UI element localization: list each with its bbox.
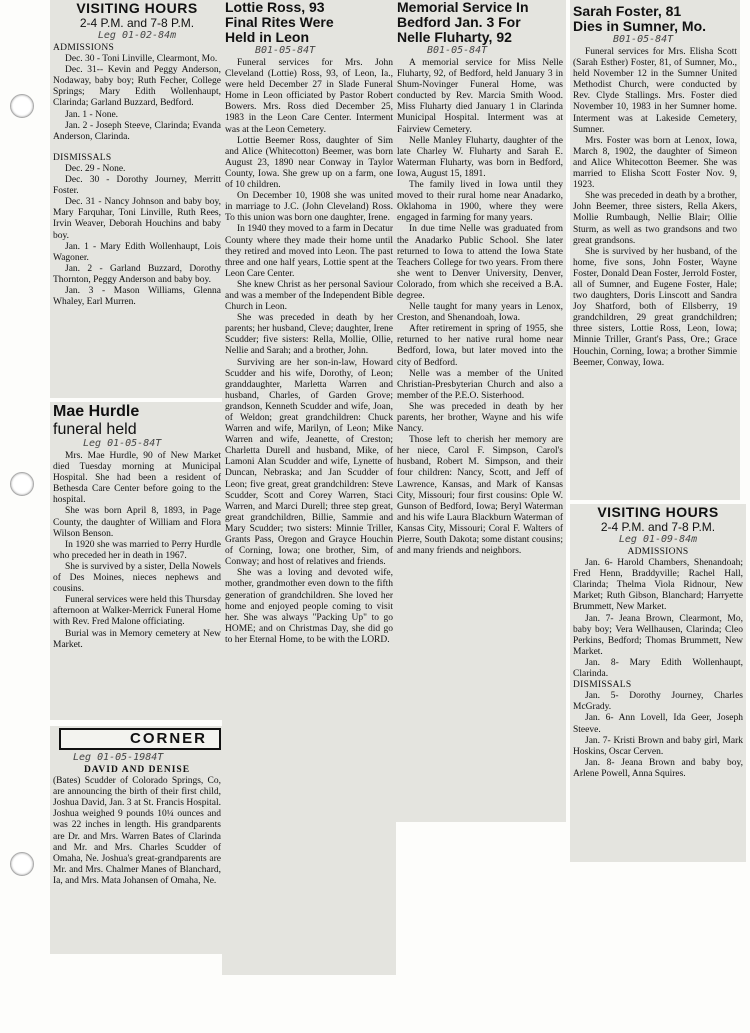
obituary-title-line-3: Nelle Fluharty, 92 <box>397 29 512 45</box>
corner-text: (Bates) Scudder of Colorado Springs, Co, are announcing the birth of their first child, Joshua David, Jan. 3 at St. Francis Hospital. Joshua weighed 9 pounds 10¼ ounces and was 22 inches in length. His grandparents are Dr. and Mrs. Warren Bates of Clarinda and Mr. and Mrs. Charles Scudder of Omaha, Ne. Joshua's great-grandparents are Mr. and Mrs. Chalmer Manes of Blanchard, Ia, and Mrs. Mata Johansen of Omaha, Ne. <box>53 776 221 886</box>
obituary-paragraph: Funeral services were held this Thursday afternoon at Walker-Merrick Funeral Home with Rev. Fred Malone officiating. <box>53 595 221 628</box>
obituary-title-line-2: Dies in Sumner, Mo. <box>573 18 707 34</box>
handwritten-date: Leg 01-02-84m <box>97 30 177 41</box>
handwritten-date: B01-05-84T <box>427 45 488 56</box>
visiting-hours-subtitle: 2-4 P.M. and 7-8 P.M. <box>79 16 195 30</box>
dismissal-entry: Dec. 30 - Dorothy Journey, Merritt Foster. <box>53 175 221 197</box>
dismissals-label: DISMISSALS <box>573 680 632 691</box>
obituary-title: Sarah Foster, 81 <box>573 3 682 19</box>
handwritten-date: B01-05-84T <box>255 45 316 56</box>
dismissal-entry: Jan. 1 - Mary Edith Wollenhaupt, Lois Wagoner. <box>53 241 221 263</box>
obituary-paragraph: On December 10, 1908 she was united in marriage to J.C. (John Cleveland) Ross. To this union was born one daughter, Irene. <box>225 191 393 224</box>
admission-entry: Jan. 7- Jeana Brown, Clearmont, Mo, baby boy; Vera Wellhausen, Clarinda; Cleo Perkins, Bedford; Thomas Brummett, New Market. <box>573 613 743 657</box>
obituary-title-line-2: Bedford Jan. 3 For <box>397 14 521 30</box>
obituary-paragraph: Nelle Manley Fluharty, daughter of the late Charley W. Fluharty and Sarah E. Waterman Fluharty, was born in Bedford, Iowa, August 15, 1891. <box>397 135 563 179</box>
obituary-paragraph: In due time Nelle was graduated from the Anadarko Public School. She later returned to Iowa to attend the Iowa State Teachers College for two years. From there she went to Denver University, Denver, Colorado, from which she received a B.A. degree. <box>397 224 563 301</box>
obituary-paragraph: Nelle taught for many years in Lenox, Creston, and Shenandoah, Iowa. <box>397 302 563 324</box>
obituary-paragraph: She is survived by a sister, Della Nowels of Des Moines, nieces nephews and cousins. <box>53 561 221 595</box>
visiting-hours-title: VISITING HOURS <box>76 0 198 16</box>
admission-entry: Dec. 30 - Toni Linville, Clearmont, Mo. <box>65 54 218 65</box>
handwritten-date: Leg 01-09-84m <box>618 534 698 545</box>
admission-entry: Jan. 6- Harold Chambers, Shenandoah; Fred Henn, Braddyville; Rachel Hall, Clarinda; Thelma Viola Ridnour, New Market; Ruth Gibson, Blanchard; Harryette Brummett, New Market. <box>573 558 743 613</box>
binder-hole-middle <box>10 472 34 496</box>
binder-hole-top <box>10 94 34 118</box>
corner-title: CORNER <box>59 728 221 750</box>
admission-entry: Jan. 2 - Joseph Steeve, Clarinda; Evanda Anderson, Clarinda. <box>53 120 221 142</box>
dismissal-entry: Jan. 5- Dorothy Journey, Charles McGrady. <box>573 691 743 713</box>
corner-clipping <box>50 726 224 954</box>
dismissal-entry: Dec. 29 - None. <box>65 163 126 174</box>
handwritten-date: Leg 01-05-84T <box>83 438 162 449</box>
obituary-paragraph: Surviving are her son-in-law, Howard Scudder and his wife, Dorothy, of Leon; granddaughter, Marletta Warren and husband, Charles, of Garden Grove; grandson, Kenneth Scudder and wife, Joan, of Weldon; great grandchildren: Chuck Warren and wife, Marilyn, of Leon; Mike Warren and wife, Jeanette, of Creston; Charletta Durell and husband, Mike, of Lamoni Alan Scudder and wife, Lynette of Duncan, Nebraska; and Jan Scudder of Leon; five great, great grandchildren: Steve Scudder, Scott and Corey Warren, Staci Warren, and Marci Durell; three step great, great grandchildren, Billie, Sammie and Mary Scudder; two sisters: Minnie Triller, Grants Pass, Oregon and Grayce Houchin of Corning, Iowa; one brother, Sim, of Conway; and host of relatives and friends. <box>225 357 393 568</box>
dismissal-entry: Jan. 8- Jeana Brown and baby boy, Arlene Powell, Anna Squires. <box>573 757 743 779</box>
obituary-paragraph: Burial was in Memory cemetery at New Market. <box>53 628 221 650</box>
obituary-paragraph: Those left to cherish her memory are her niece, Carol F. Simpson, Carol's husband, Robert M. Simpson, and their four children: Nancy, Scott, and Jeff of Lawrence, Kansas, and Mark of Kansas City, Missouri; four first cousins: Ople W. Gunson of Bedford, Iowa; Beryl Waterman and his wife Laura Blackburn Waterman of Kansas City, Missouri; Coral F. Walters of Pierre, South Dakota; some distant cousins; and many friends and neighbors. <box>397 435 563 557</box>
obituary-paragraph: She is survived by her husband, of the home, five sons, John Foster, Wayne Foster, Donald Dean Foster, Jerrold Foster, all of Sumner, and Eugene Foster, Hale; two daughters, Doris Linscott and Sandra Joy Shatford, both of Ellsberry, 19 grandchildren, 29 great grandchildren; three sisters, Lottie Ross, Leon, Iowa; Minnie Triller, Grant's Pass, Ore.; Grace Houchin, Corning, Iowa; a brother Simmie Beemer, Conway, Iowa. <box>573 246 737 368</box>
obituary-paragraph: In 1920 she was married to Perry Hurdle who preceded her in death in 1967. <box>53 539 221 561</box>
obituary-paragraph: She was a loving and devoted wife, mother, grandmother even down to the fifth generation of grandchildren. She loved her home and enjoyed people coming to visit her. She was always "Packing Up" to go HOME; and on Christmas Day, she did go to her Eternal Home, to be with the LORD. <box>225 568 393 645</box>
dismissal-entry: Jan. 7- Kristi Brown and baby girl, Mark Hoskins, Oscar Cerven. <box>573 735 743 757</box>
admissions-label: ADMISSIONS <box>627 547 689 557</box>
obituary-title-line-2: Final Rites Were <box>225 14 334 30</box>
obituary-paragraph: Mrs. Mae Hurdle, 90 of New Market died Tuesday morning at Municipal Hospital. She had been a resident of Bethesda Care Center before going to the hospital. <box>53 451 221 506</box>
obituary-paragraph: Lottie Beemer Ross, daughter of Sim and Alice (Whitecotton) Beemer, was born August 23, 1890 near Conway in Taylor County, Iowa. She grew up on a farm, one of 10 children. <box>225 135 393 191</box>
obituary-paragraph: Funeral services for Mrs. Elisha Scott (Sarah Esther) Foster, 81, of Sumner, Mo., held November 12 in the Sumner United Methodist Church, were conducted by Rev. Clyde Stallings. Mrs. Foster died November 10, 1983 in her Sumner home. Interment was at Lakeside Cemetery, Sumner. <box>573 47 737 135</box>
admission-entry: Jan. 8- Mary Edith Wollenhaupt, Clarinda. <box>573 657 743 680</box>
obituary-title-line-3: Held in Leon <box>225 29 309 45</box>
obituary-paragraph: After retirement in spring of 1955, she returned to her native rural home near Bedford, Iowa, but later moved into the city of Bedford. <box>397 324 563 368</box>
sarah-foster-clipping <box>570 0 740 500</box>
dismissal-entry: Jan. 6- Ann Lovell, Ida Geer, Joseph Steeve. <box>573 713 743 735</box>
dismissal-entry: Jan. 2 - Garland Buzzard, Dorothy Thornton, Peggy Anderson and baby boy. <box>53 263 221 285</box>
obituary-paragraph: Nelle was a member of the United Christian-Presbyterian Church and also a member of the P.E.O. Sisterhood. <box>397 368 563 401</box>
obituary-paragraph: She was preceded in death by her parents, her brother, Wayne and his wife Nancy. <box>397 401 563 435</box>
dismissal-entry: Jan. 3 - Mason Williams, Glenna Whaley, Earl Murren. <box>53 285 221 308</box>
binder-hole-bottom <box>10 852 34 876</box>
obituary-paragraph: The family lived in Iowa until they moved to their rural home near Anadarko, Oklahoma in 1900, where they were engaged in farming for many years. <box>397 180 563 224</box>
corner-lead: DAVID AND DENISE <box>83 765 191 775</box>
visiting-hours-title: VISITING HOURS <box>597 504 719 520</box>
visiting-hours-clipping-1 <box>50 0 224 398</box>
dismissal-entry: Dec. 31 - Nancy Johnson and baby boy, Mary Farquhar, Toni Linville, Ruth Rees, Irvin Weaver, Deborah Houchins and baby boy. <box>53 197 221 241</box>
obituary-title-line-2: funeral held <box>53 421 137 438</box>
obituary-paragraph: Mrs. Foster was born at Lenox, Iowa, March 8, 1902, the daughter of Simeon and Alice Whitecotton Beemer. She was married to Elisha Scott Foster Nov. 9, 1923. <box>573 135 737 191</box>
handwritten-date: B01-05-84T <box>613 34 674 45</box>
visiting-hours-clipping-2 <box>570 504 746 862</box>
admissions-label: ADMISSIONS <box>53 43 115 53</box>
obituary-title: Lottie Ross, 93 <box>225 0 325 15</box>
obituary-paragraph: She was preceded in death by a brother, John Beemer, three sisters, Rella Akers, Mollie Rumbaugh, Nellie Blair; Ollie Sturm, as well as two grandsons and two great grandsons. <box>573 191 737 246</box>
lottie-ross-clipping <box>222 0 396 975</box>
obituary-paragraph: She was preceded in death by her parents; her husband, Cleve; daughter, Irene Scudder; five sisters: Rella, Mollie, Ollie, Nellie and Sarah; and a brother, John. <box>225 313 393 357</box>
obituary-paragraph: In 1940 they moved to a farm in Decatur County where they made their home until they retired and moved into Leon. The past three and one half years, Lottie spent at the Leon Care Center. <box>225 224 393 279</box>
obituary-title: Mae Hurdle <box>53 403 140 420</box>
mae-hurdle-clipping <box>50 402 224 720</box>
visiting-hours-subtitle: 2-4 P.M. and 7-8 P.M. <box>600 520 716 534</box>
dismissals-label: DISMISSALS <box>53 152 112 163</box>
admission-entry: Dec. 31-- Kevin and Peggy Anderson, Nodaway, baby boy; Ruth Fecher, College Springs; Mary Edith Wollenhaupt, Clarinda; Garland Buzzard, Bedford. <box>53 65 221 109</box>
obituary-paragraph: A memorial service for Miss Nelle Fluharty, 92, of Bedford, held January 3 in Shum-Novinger Funeral Home, was conducted by Rev. Marcia Smith Wood. Miss Fluharty died January 1 in Clarinda Municipal Hospital. Interment was at Fairview Cemetery. <box>397 58 563 135</box>
obituary-paragraph: Funeral services for Mrs. John Cleveland (Lottie) Ross, 93, of Leon, Ia., were held December 27 in Slade Funeral Home in Leon officiated by Pastor Robert Bowers. Mrs. Ross died December 25, 1983 in the Leon Care Center. Interment was at the Leon Cemetery. <box>225 58 393 135</box>
obituary-paragraph: She was born April 8, 1893, in Page County, the daughter of William and Flora Wilson Benson. <box>53 506 221 539</box>
admission-entry: Jan. 1 - None. <box>65 109 119 120</box>
handwritten-date: Leg 01-05-1984T <box>73 752 164 763</box>
nelle-fluharty-clipping <box>394 0 566 822</box>
obituary-paragraph: She knew Christ as her personal Saviour and was a member of the Independent Bible Church in Leon. <box>225 279 393 313</box>
obituary-title: Memorial Service In <box>397 0 529 15</box>
